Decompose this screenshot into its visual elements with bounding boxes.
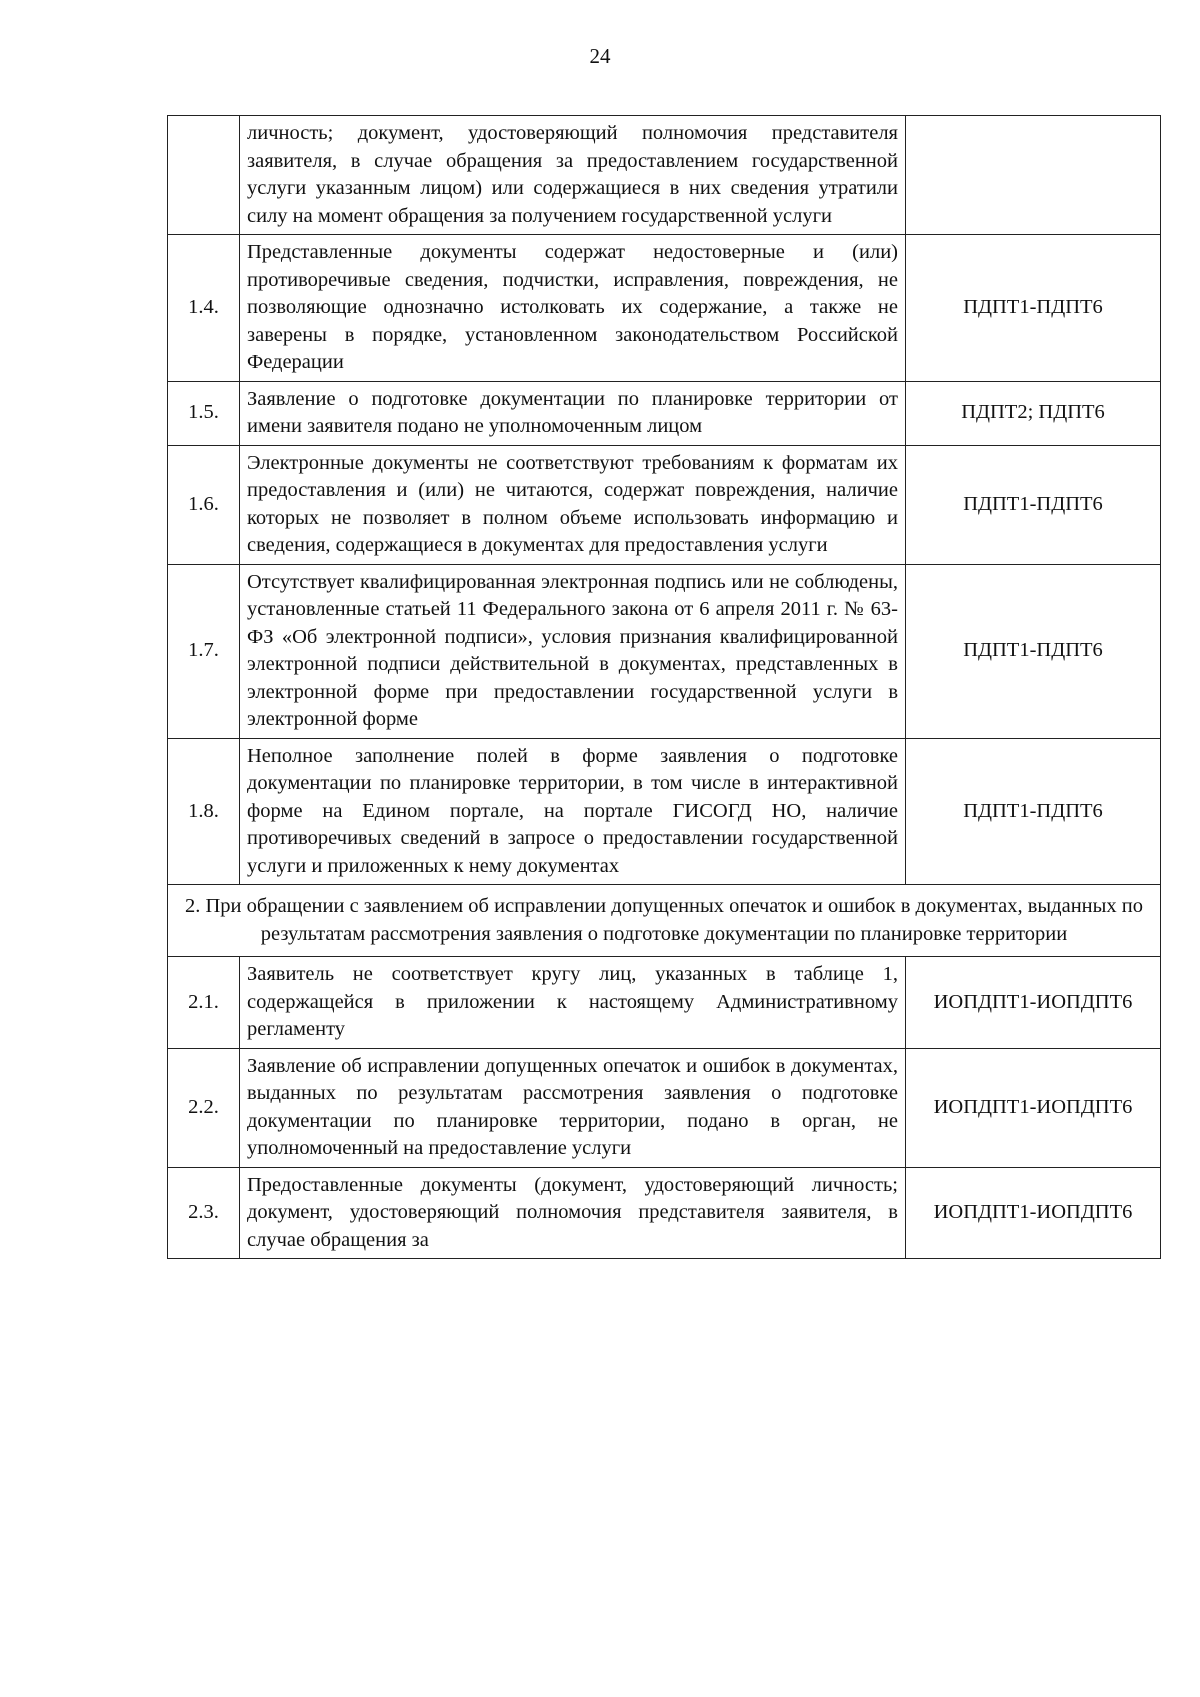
row-number: 2.3. xyxy=(168,1167,240,1259)
row-code: ИОПДПТ1-ИОПДПТ6 xyxy=(906,1167,1161,1259)
row-number: 1.8. xyxy=(168,738,240,885)
row-text: Электронные документы не соответствуют требованиям к форматам их предоставления и (или) не читаются, содержат повреждения, наличие которых не позволяет в полном объеме использовать информацию и сведения, содержащиеся в документах для предоставления услуги xyxy=(240,445,906,564)
row-text: личность; документ, удостоверяющий полномочия представителя заявителя, в случае обращения за предоставлением государственной услуги указанным лицом) или содержащиеся в них сведения утратили силу на момент обращения за получением государственной услуги xyxy=(240,116,906,235)
table-row xyxy=(168,1048,1161,1167)
row-text: Отсутствует квалифицированная электронная подпись или не соблюдены, установленные статьей 11 Федерального закона от 6 апреля 2011 г. № 63-ФЗ «Об электронной подписи», условия признания квалифицированной электронной подписи действительной в документах, представленных в электронной форме при предоставлении государственной услуги в электронной форме xyxy=(240,564,906,738)
row-code: ПДПТ2; ПДПТ6 xyxy=(906,381,1161,445)
row-number: 1.7. xyxy=(168,564,240,738)
row-text: Представленные документы содержат недостоверные и (или) противоречивые сведения, подчистки, исправления, повреждения, не позволяющие однозначно истолковать их содержание, а также не заверены в порядке, установленном законодательством Российской Федерации xyxy=(240,235,906,382)
row-number: 1.5. xyxy=(168,381,240,445)
row-text: Неполное заполнение полей в форме заявления о подготовке документации по планировке территории, в том числе в интерактивной форме на Едином портале, на портале ГИСОГД НО, наличие противоречивых сведений в запросе о предоставлении государственной услуги и приложенных к нему документах xyxy=(240,738,906,885)
row-code: ПДПТ1-ПДПТ6 xyxy=(906,564,1161,738)
row-code: ИОПДПТ1-ИОПДПТ6 xyxy=(906,1048,1161,1167)
row-number: 2.1. xyxy=(168,957,240,1049)
row-code: ПДПТ1-ПДПТ6 xyxy=(906,445,1161,564)
section-heading-row xyxy=(168,885,1161,957)
row-number: 1.6. xyxy=(168,445,240,564)
grounds-table xyxy=(167,115,1161,1259)
table-row xyxy=(168,564,1161,738)
table-row xyxy=(168,738,1161,885)
table-row xyxy=(168,116,1161,235)
row-number: 1.4. xyxy=(168,235,240,382)
row-text: Заявитель не соответствует кругу лиц, указанных в таблице 1, содержащейся в приложении к настоящему Административному регламенту xyxy=(240,957,906,1049)
section-heading: 2. При обращении с заявлением об исправлении допущенных опечаток и ошибок в документах, выданных по результатам рассмотрения заявления о подготовке документации по планировке территории xyxy=(168,885,1161,957)
page-number: 24 xyxy=(589,44,611,68)
table-row xyxy=(168,445,1161,564)
row-code: ПДПТ1-ПДПТ6 xyxy=(906,235,1161,382)
grounds-table-body xyxy=(168,116,1161,1259)
table-row xyxy=(168,235,1161,382)
row-number: 2.2. xyxy=(168,1048,240,1167)
table-row xyxy=(168,381,1161,445)
table-row xyxy=(168,957,1161,1049)
row-text: Заявление о подготовке документации по планировке территории от имени заявителя подано не уполномоченным лицом xyxy=(240,381,906,445)
row-code xyxy=(906,116,1161,235)
row-text: Предоставленные документы (документ, удостоверяющий личность; документ, удостоверяющий полномочия представителя заявителя, в случае обращения за xyxy=(240,1167,906,1259)
row-code: ПДПТ1-ПДПТ6 xyxy=(906,738,1161,885)
row-text: Заявление об исправлении допущенных опечаток и ошибок в документах, выданных по результатам рассмотрения заявления о подготовке документации по планировке территории, подано в орган, не уполномоченный на предоставление услуги xyxy=(240,1048,906,1167)
row-code: ИОПДПТ1-ИОПДПТ6 xyxy=(906,957,1161,1049)
table-row xyxy=(168,1167,1161,1259)
row-number xyxy=(168,116,240,235)
